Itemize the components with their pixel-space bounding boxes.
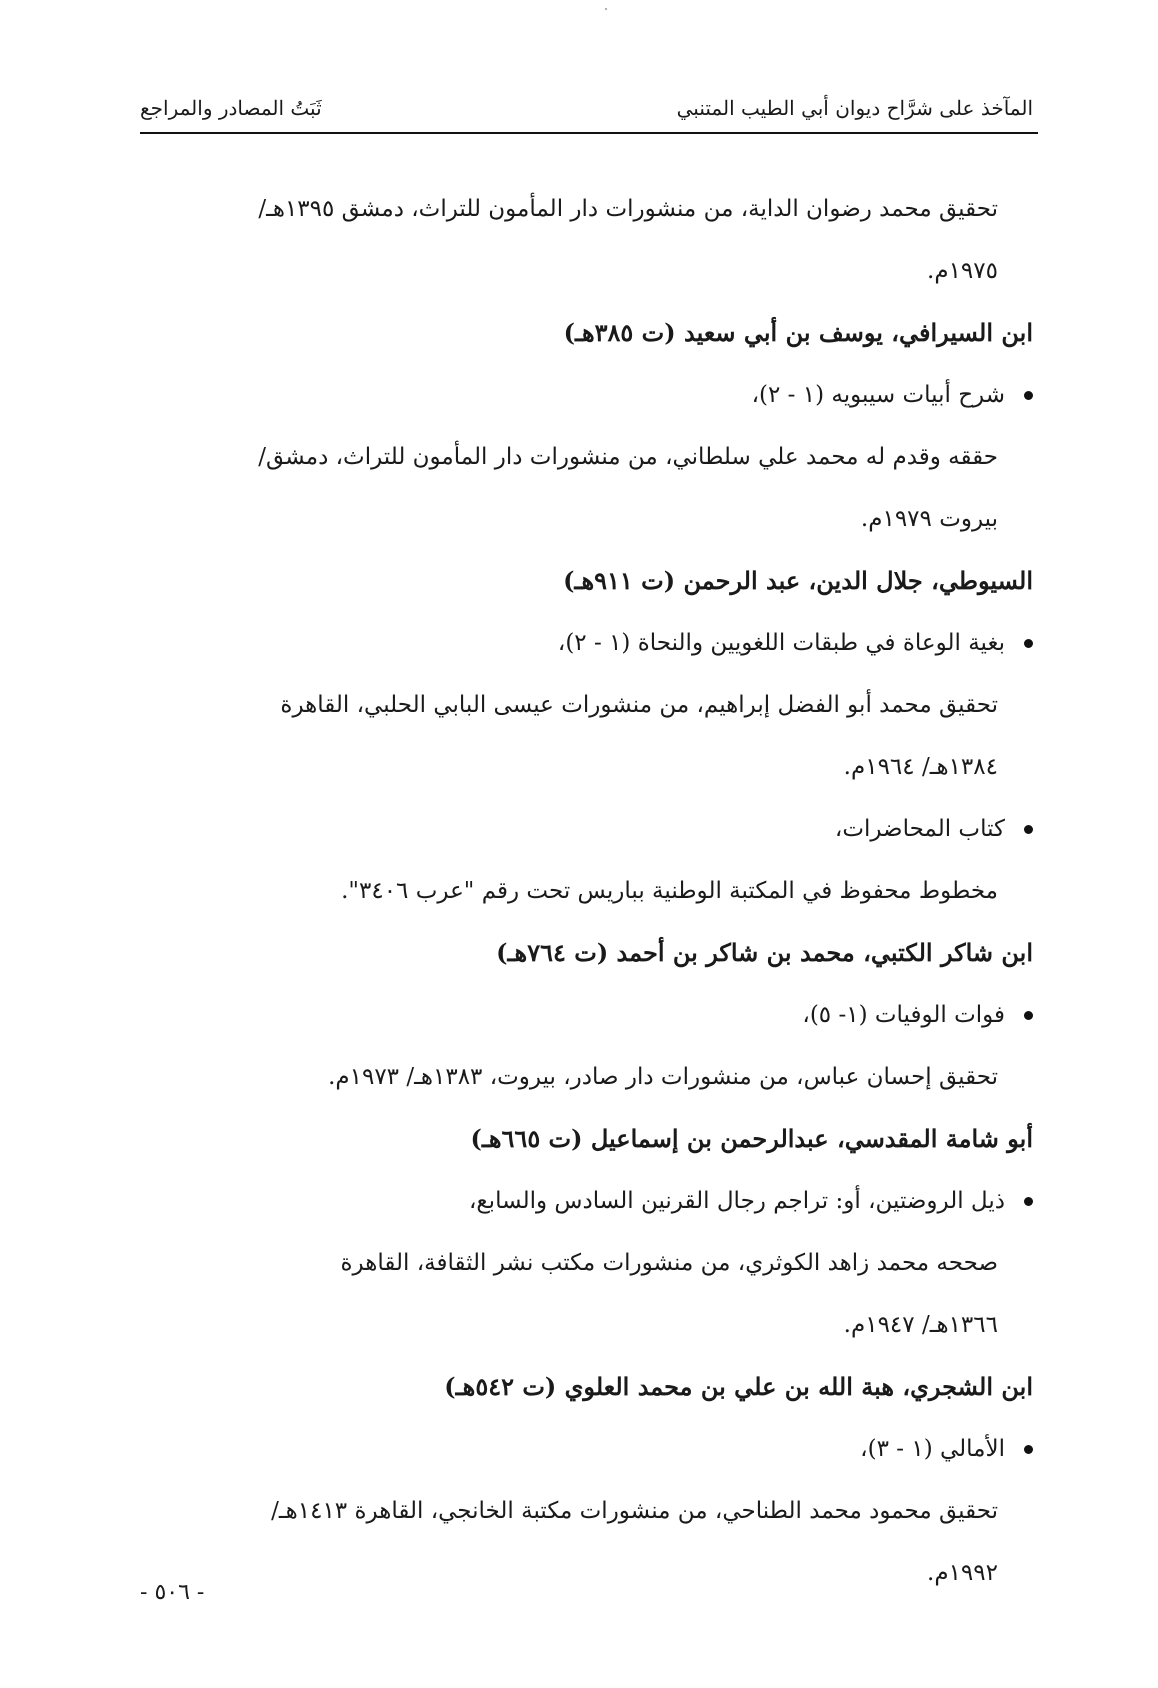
work-entry: [140, 984, 1033, 1046]
work-entry: [140, 798, 1033, 860]
bullet-icon: [1024, 1445, 1033, 1454]
bullet-icon: [1024, 1197, 1033, 1206]
author-heading: ابن الشجري، هبة الله بن علي بن محمد العلوي (ت ٥٤٢هـ): [444, 1372, 1033, 1401]
book-title: المآخذ على شرَّاح ديوان أبي الطيب المتنبي: [676, 96, 1033, 120]
publication-line: ١٩٧٥م.: [927, 258, 998, 284]
work-entry: [140, 1170, 1033, 1232]
page-number: - ٥٠٦ -: [140, 1580, 205, 1605]
author-heading: أبو شامة المقدسي، عبدالرحمن بن إسماعيل (ت ٦٦٥هـ): [470, 1124, 1033, 1153]
author-heading: ابن السيرافي، يوسف بن أبي سعيد (ت ٣٨٥هـ): [563, 318, 1033, 347]
publication-line: تحقيق محمود محمد الطناحي، من منشورات مكتبة الخانجي، القاهرة ١٤١٣هـ/: [271, 1498, 998, 1524]
publication-line: تحقيق محمد أبو الفضل إبراهيم، من منشورات عيسى البابي الحلبي، القاهرة: [280, 692, 998, 718]
author-heading: ابن شاكر الكتبي، محمد بن شاكر بن أحمد (ت ٧٦٤هـ): [496, 938, 1033, 967]
section-title: ثَبَتُ المصادر والمراجع: [140, 96, 322, 120]
bullet-icon: [1024, 1011, 1033, 1020]
work-entry: [140, 364, 1033, 426]
work-title: كتاب المحاضرات،: [834, 816, 1005, 842]
work-title: شرح أبيات سيبويه (١ - ٢)،: [751, 382, 1005, 408]
scan-speck: [605, 8, 607, 10]
bullet-icon: [1024, 639, 1033, 648]
publication-line: ١٩٩٢م.: [927, 1560, 998, 1586]
work-title: الأمالي (١ - ٣)،: [860, 1436, 1005, 1462]
publication-line: تحقيق إحسان عباس، من منشورات دار صادر، بيروت، ١٣٨٣هـ/ ١٩٧٣م.: [328, 1064, 998, 1090]
publication-line: تحقيق محمد رضوان الداية، من منشورات دار المأمون للتراث، دمشق ١٣٩٥هـ/: [258, 196, 998, 222]
publication-line: مخطوط محفوظ في المكتبة الوطنية بباريس تحت رقم "عرب ٣٤٠٦".: [341, 878, 998, 904]
publication-line: حققه وقدم له محمد علي سلطاني، من منشورات دار المأمون للتراث، دمشق/: [258, 444, 998, 470]
work-title: فوات الوفيات (١- ٥)،: [802, 1002, 1005, 1028]
publication-line: ١٣٨٤هـ/ ١٩٦٤م.: [843, 754, 998, 780]
publication-line: بيروت ١٩٧٩م.: [860, 506, 998, 532]
running-header: [140, 88, 1033, 128]
work-title: بغية الوعاة في طبقات اللغويين والنحاة (١ - ٢)،: [557, 630, 1005, 656]
bibliography-content: [140, 178, 1033, 1604]
header-rule: [140, 132, 1038, 134]
publication-line: صححه محمد زاهد الكوثري، من منشورات مكتب نشر الثقافة، القاهرة: [340, 1250, 998, 1276]
work-entry: [140, 612, 1033, 674]
bullet-icon: [1024, 825, 1033, 834]
publication-line: ١٣٦٦هـ/ ١٩٤٧م.: [843, 1312, 998, 1338]
work-entry: [140, 1418, 1033, 1480]
bullet-icon: [1024, 391, 1033, 400]
author-heading: السيوطي، جلال الدين، عبد الرحمن (ت ٩١١هـ): [563, 566, 1033, 595]
work-title: ذيل الروضتين، أو: تراجم رجال القرنين السادس والسابع،: [469, 1188, 1005, 1214]
